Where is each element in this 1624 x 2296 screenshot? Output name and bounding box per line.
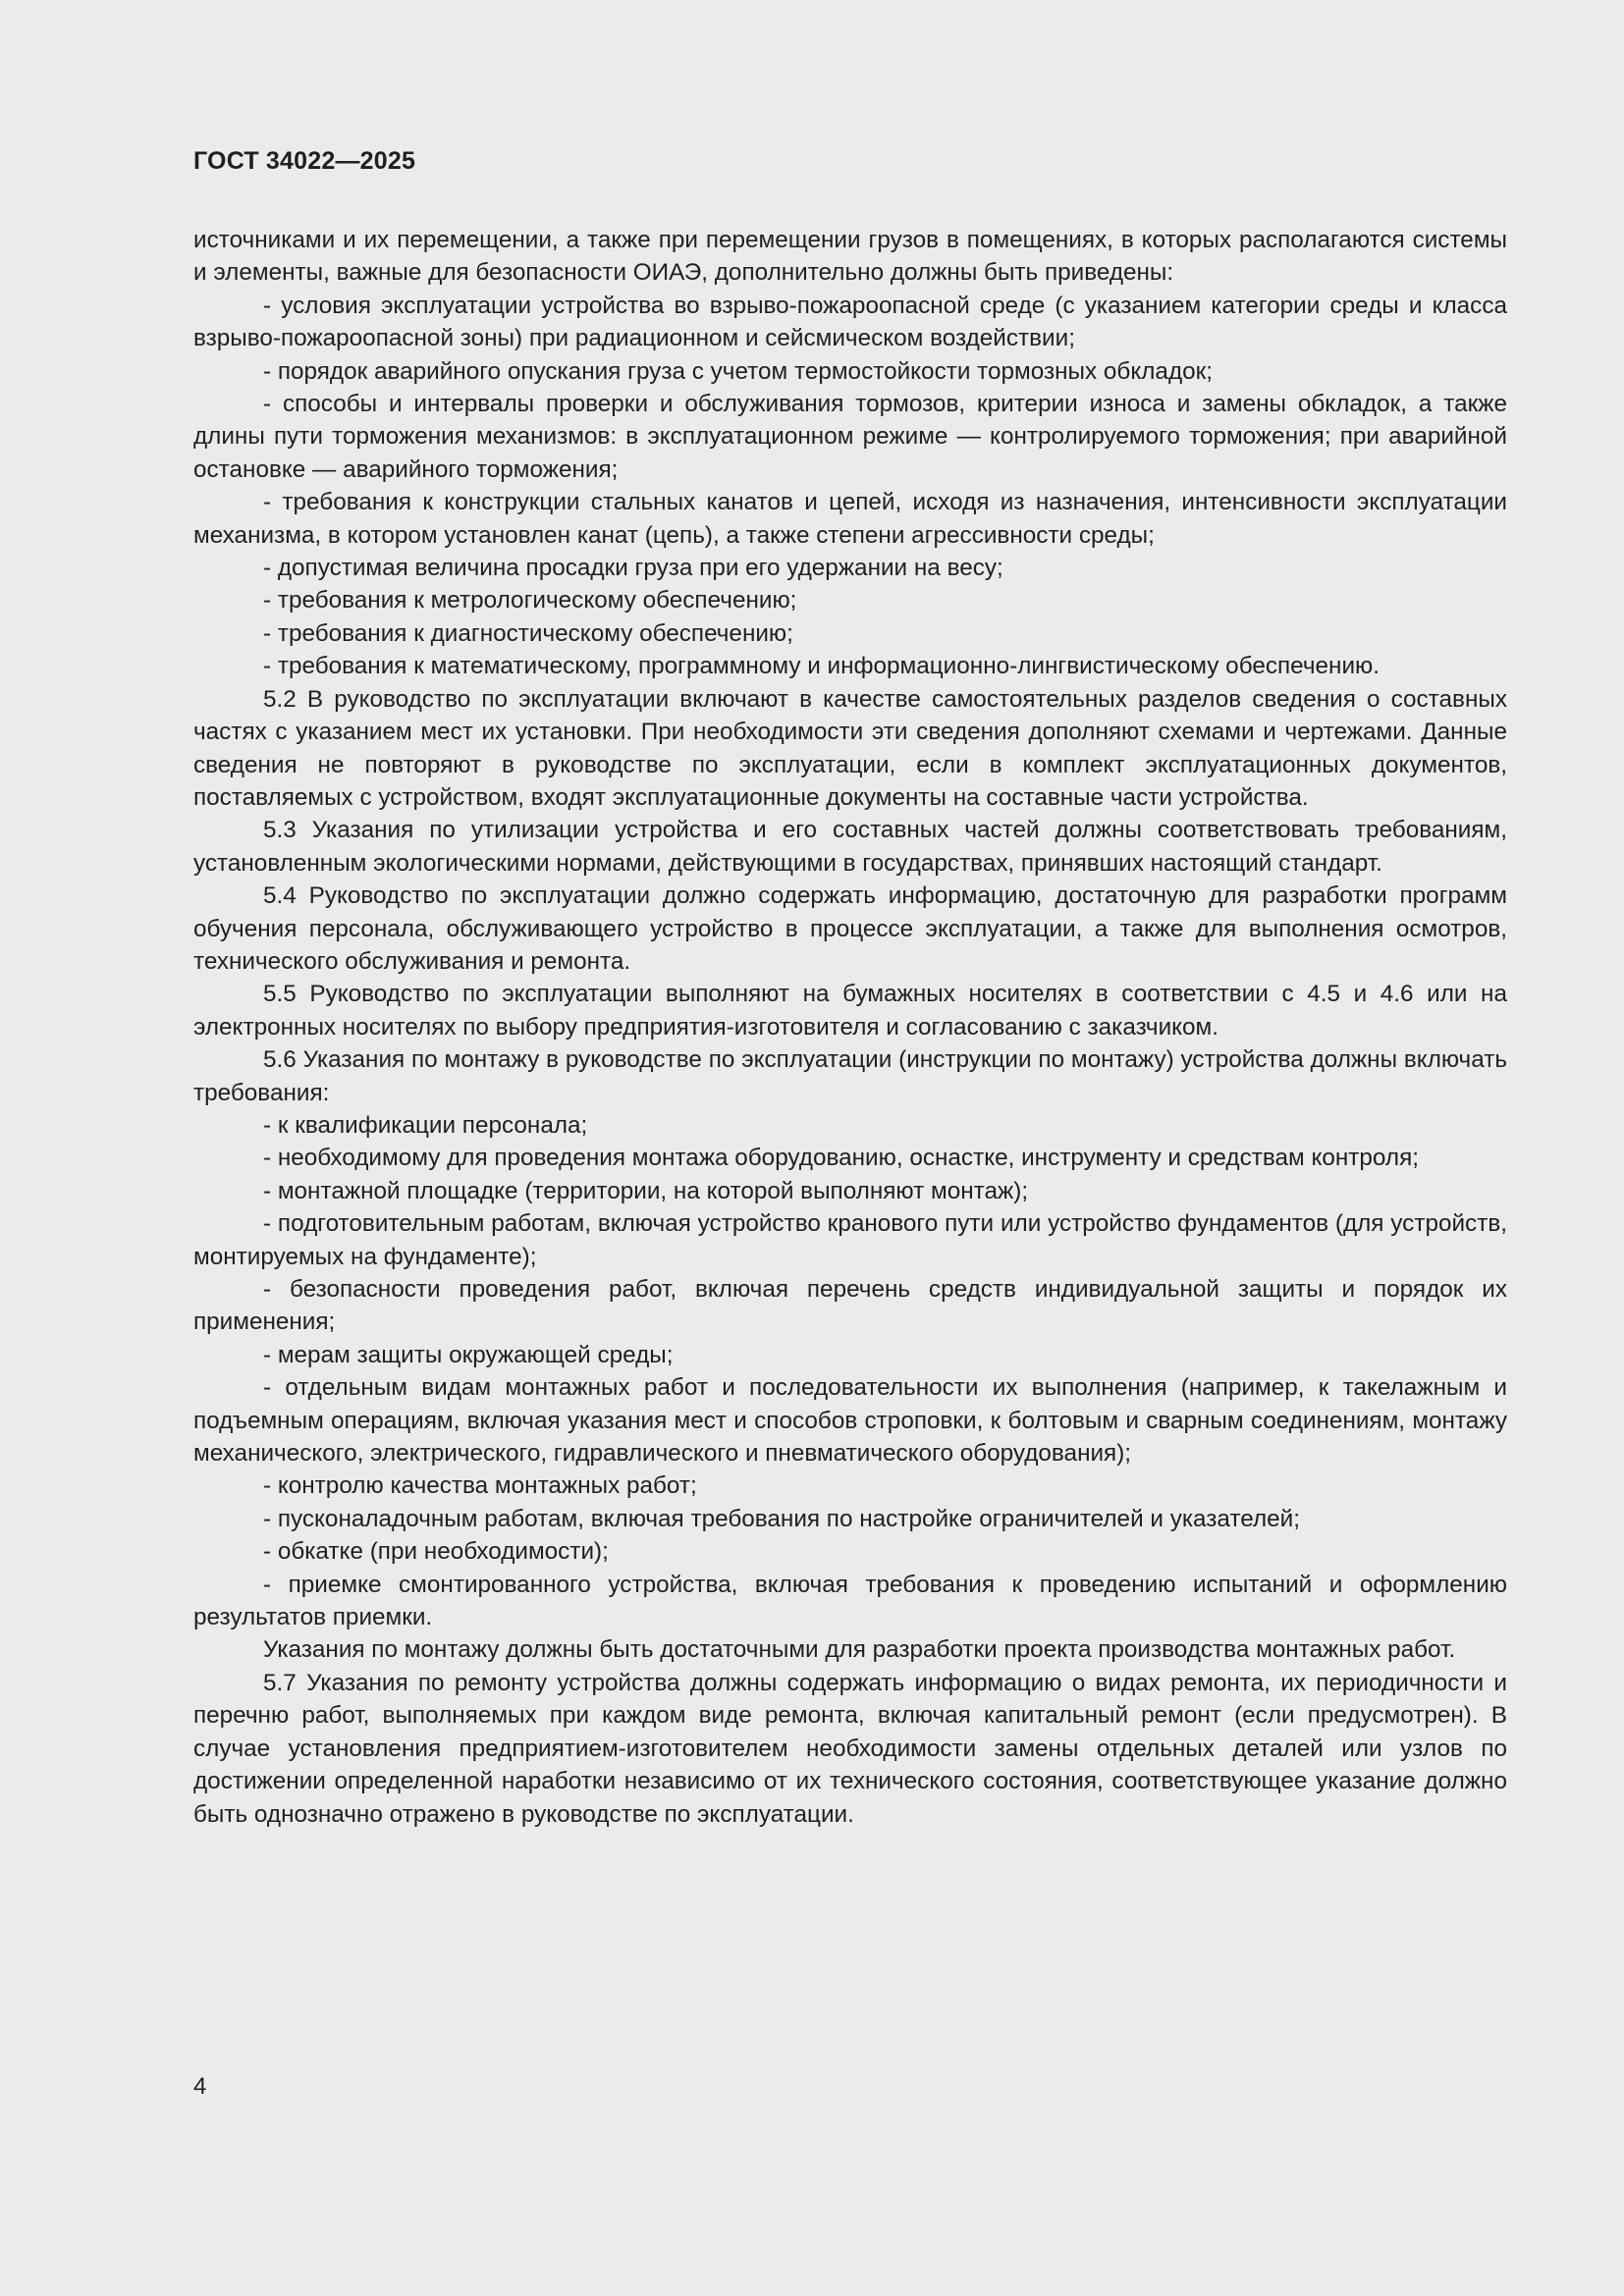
list-item: - безопасности проведения работ, включая перечень средств индивидуальной защиты и порядок их применения; [193,1276,1507,1336]
paragraph: источниками и их перемещении, а также при перемещении грузов в помещениях, в которых располагаются системы и элементы, важные для безопасности ОИАЭ, дополнительно должны быть приведены: [193,227,1507,287]
section-5-5-paragraph: 5.5 Руководство по эксплуатации выполняют на бумажных носителях в соответствии с 4.5 и 4.6 или на электронных носителях по выбору предприятия-изготовителя и согласованию с заказчиком. [193,981,1507,1041]
list-item: - требования к диагностическому обеспечению; [263,619,793,647]
list-item: - подготовительным работам, включая устройство кранового пути или устройство фундаментов (для устройств, монтируемых на фундаменте); [193,1210,1507,1270]
document-body [193,224,1507,1831]
list-item: - необходимому для проведения монтажа оборудованию, оснастке, инструменту и средствам контроля; [263,1145,1419,1172]
list-item: - требования к математическому, программному и информационно-лингвистическому обеспечению. [263,653,1380,680]
list-item: - контролю качества монтажных работ; [263,1472,697,1500]
section-5-7-paragraph: 5.7 Указания по ремонту устройства должны содержать информацию о видах ремонта, их периодичности и перечню работ, выполняемых при каждом виде ремонта, включая капитальный ремонт (если предусмотрен). В случае установления предприятием-изготовителем необходимости замены отдельных деталей или узлов по достижении определенной наработки независимо от их технического состояния, соответствующее указание должно быть однозначно отражено в руководстве по эксплуатации. [193,1669,1507,1828]
list-item: - отдельным видам монтажных работ и последовательности их выполнения (например, к такелажным и подъемным операциям, включая указания мест и способов строповки, к болтовым и сварным соединениям, монтажу механического, электрического, гидравлического и пневматического оборудования); [193,1374,1507,1468]
document-code-header: ГОСТ 34022—2025 [193,147,416,175]
list-item: - приемке смонтированного устройства, включая требования к проведению испытаний и оформлению результатов приемки. [193,1571,1507,1631]
list-item: - допустимая величина просадки груза при его удержании на весу; [263,555,1003,582]
list-item: - условия эксплуатации устройства во взрыво-пожароопасной среде (с указанием категории среды и класса взрыво-пожароопасной зоны) при радиационном и сейсмическом воздействии; [193,292,1507,352]
paragraph: Указания по монтажу должны быть достаточными для разработки проекта производства монтажных работ. [263,1636,1456,1664]
list-item: - к квалификации персонала; [263,1111,588,1139]
section-5-3-paragraph: 5.3 Указания по утилизации устройства и его составных частей должны соответствовать требованиям, установленным экологическими нормами, действующими в государствах, принявших настоящий стандарт. [193,817,1507,877]
list-item: - пусконаладочным работам, включая требования по настройке ограничителей и указателей; [263,1505,1300,1532]
list-item: - обкатке (при необходимости); [263,1538,609,1566]
page-number: 4 [193,2073,207,2100]
list-item: - мерам защиты окружающей среды; [263,1341,674,1368]
list-item: - способы и интервалы проверки и обслуживания тормозов, критерии износа и замены обкладок, а также длины пути торможения механизмов: в эксплуатационном режиме — контролируемого торможения; при аварийной остановке — аварийного торможения; [193,391,1507,483]
section-5-6-paragraph: 5.6 Указания по монтажу в руководстве по эксплуатации (инструкции по монтажу) устройства должны включать требования: [193,1046,1507,1106]
section-5-2-paragraph: 5.2 В руководство по эксплуатации включают в качестве самостоятельных разделов сведения о составных частях с указанием мест их установки. При необходимости эти сведения дополняют схемами и чертежами. Данные сведения не повторяют в руководстве по эксплуатации, если в комплект эксплуатационных документов, поставляемых с устройством, входят эксплуатационные документы на составные части устройства. [193,685,1507,811]
section-5-4-paragraph: 5.4 Руководство по эксплуатации должно содержать информацию, достаточную для разработки программ обучения персонала, обслуживающего устройство в процессе эксплуатации, а также для выполнения осмотров, технического обслуживания и ремонта. [193,882,1507,975]
list-item: - порядок аварийного опускания груза с учетом термостойкости тормозных обкладок; [263,357,1214,385]
list-item: - требования к метрологическому обеспечению; [263,587,797,614]
list-item: - монтажной площадке (территории, на которой выполняют монтаж); [263,1177,1029,1204]
list-item: - требования к конструкции стальных канатов и цепей, исходя из назначения, интенсивности эксплуатации механизма, в котором установлен канат (цепь), а также степени агрессивности среды; [193,489,1507,549]
